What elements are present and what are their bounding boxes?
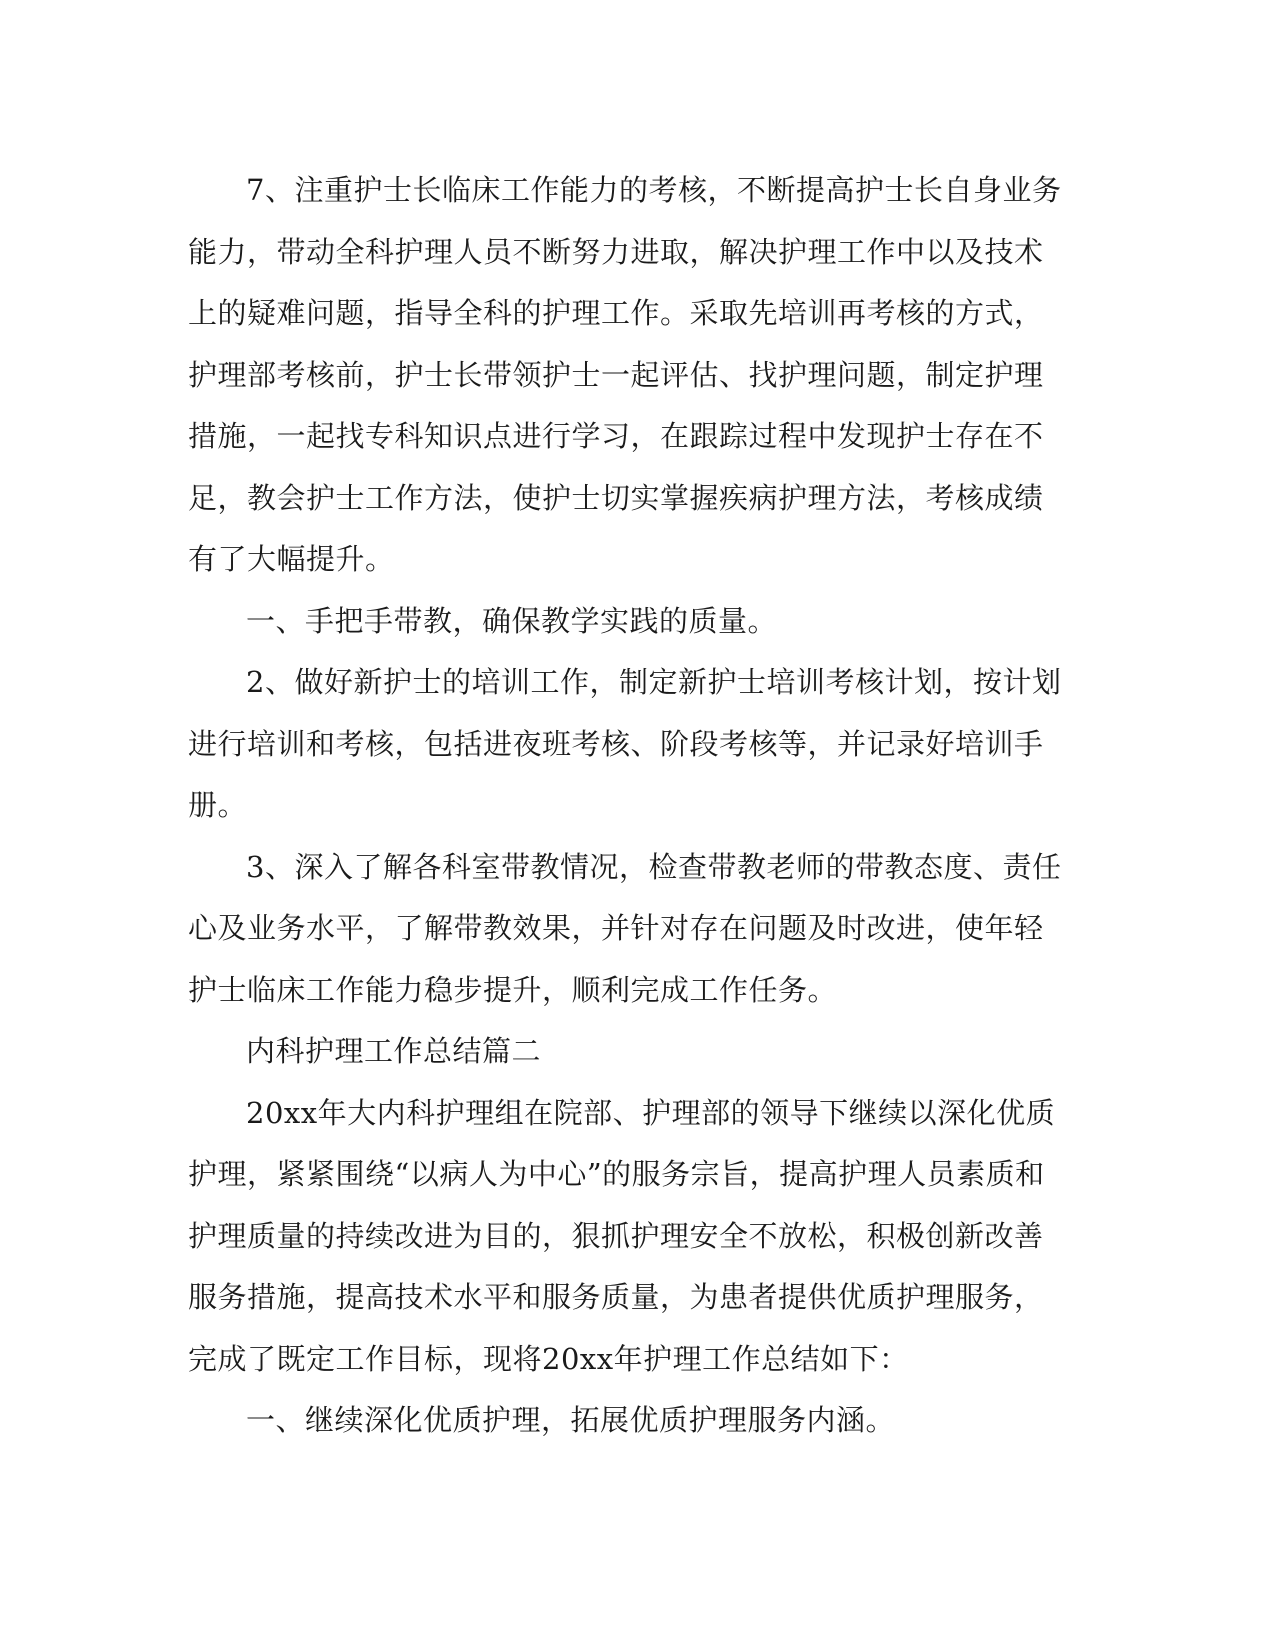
document-body (188, 160, 1068, 1452)
paragraph-supervision: 3、深入了解各科室带教情况，检查带教老师的带教态度、责任心及业务水平，了解带教效果，并针对存在问题及时改进，使年轻护士临床工作能力稳步提升，顺利完成工作任务。 (188, 849, 1062, 1007)
paragraph-summary-intro: 20xx年大内科护理组在院部、护理部的领导下继续以深化优质护理，紧紧围绕“以病人为中心”的服务宗旨，提高护理人员素质和护理质量的持续改进为目的，狠抓护理安全不放松，积极创新改善服务措施，提高技术水平和服务质量，为患者提供优质护理服务，完成了既定工作目标，现将20xx年护理工作总结如下： (188, 1095, 1056, 1376)
paragraph-assessment: 7、注重护士长临床工作能力的考核，不断提高护士长自身业务能力，带动全科护理人员不断努力进取，解决护理工作中以及技术上的疑难问题，指导全科的护理工作。采取先培训再考核的方式，护理部考核前，护士长带领护士一起评估、找护理问题，制定护理措施，一起找专科知识点进行学习，在跟踪过程中发现护士存在不足，教会护士工作方法，使护士切实掌握疾病护理方法，考核成绩有了大幅提升。 (188, 173, 1062, 576)
paragraph-training: 2、做好新护士的培训工作，制定新护士培训考核计划，按计划进行培训和考核，包括进夜班考核、阶段考核等，并记录好培训手册。 (188, 665, 1062, 822)
section-heading-teaching: 一、手把手带教，确保教学实践的质量。 (246, 603, 778, 638)
section-heading-quality-care: 一、继续深化优质护理，拓展优质护理服务内涵。 (246, 1403, 896, 1437)
section-title-part-two: 内科护理工作总结篇二 (246, 1034, 542, 1068)
